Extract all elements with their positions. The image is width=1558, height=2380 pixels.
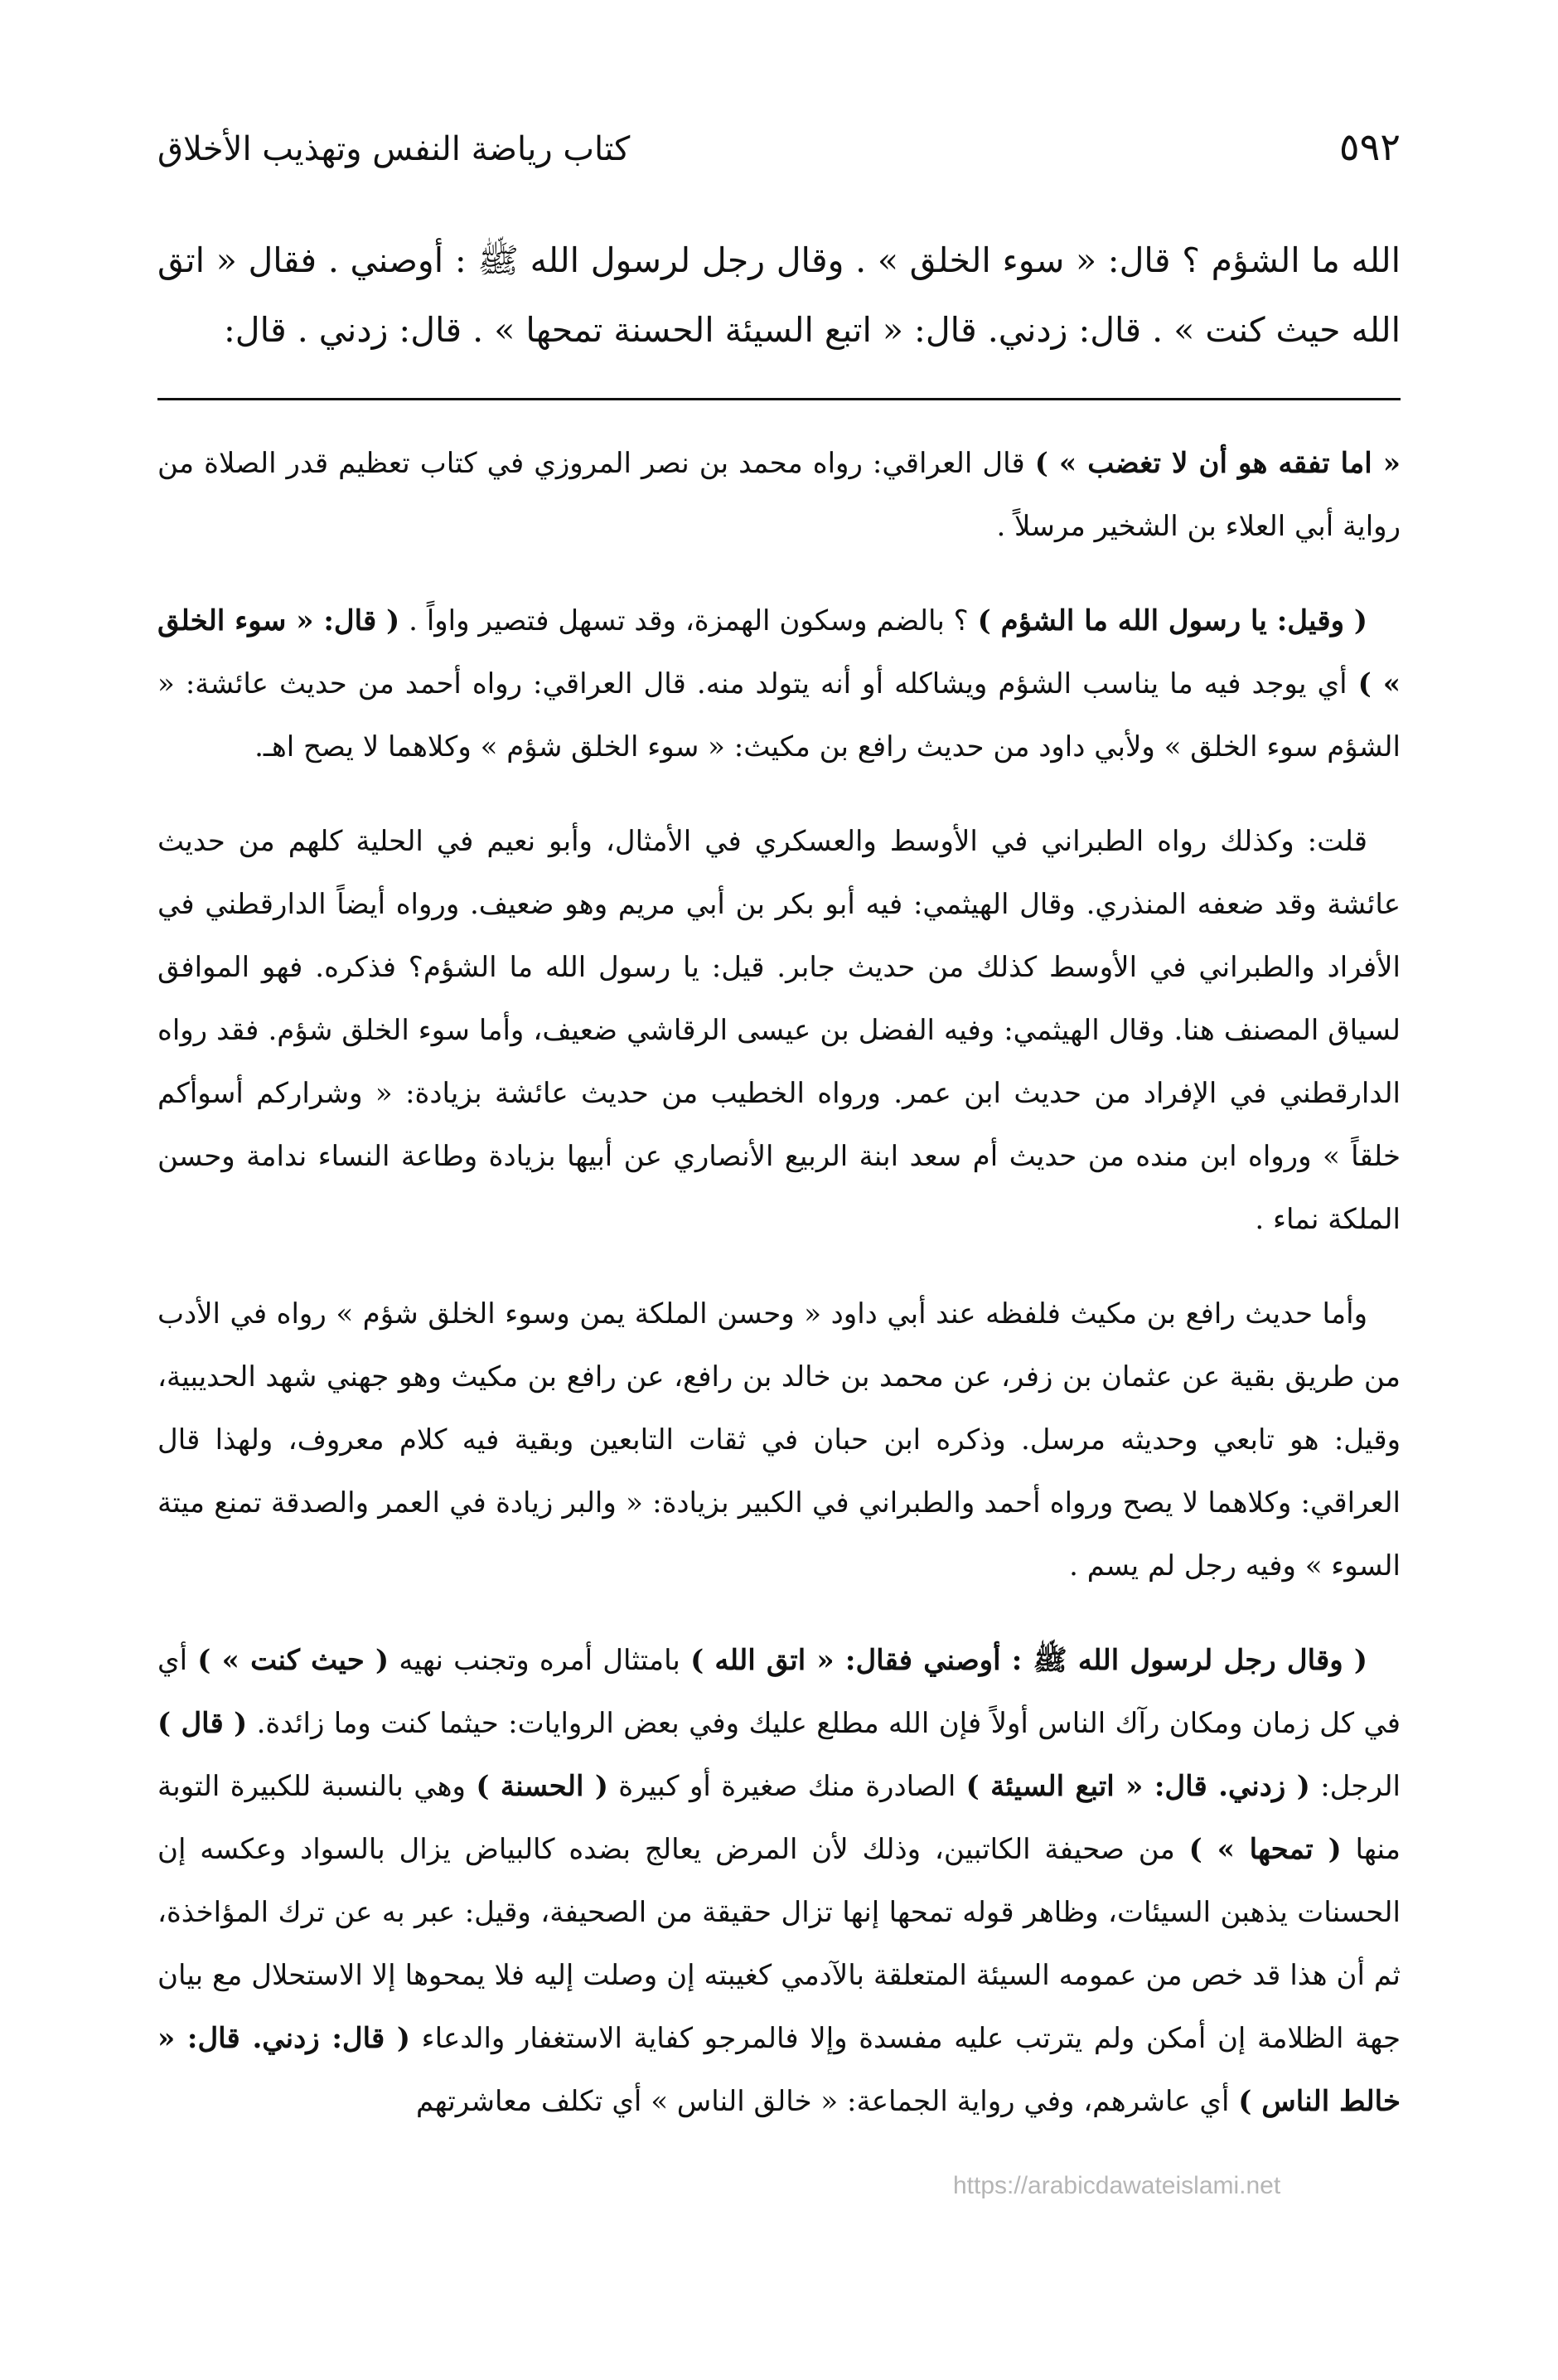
highlighted-phrase: ( زدني. قال: « اتبع السيئة ) <box>965 1770 1310 1803</box>
commentary-paragraph <box>157 1629 1401 2133</box>
watermark: https://arabicdawateislami.net <box>953 2172 1281 2199</box>
main-text: الله ما الشؤم ؟ قال: « سوء الخلق » . وقال رجل لرسول الله ﷺ : أوصني . فقال « اتق الله حيث كنت » . قال: زدني. قال: « اتبع السيئة الحسنة تمحها » . قال: زدني . قال: <box>157 240 1401 350</box>
commentary-paragraph <box>157 432 1401 558</box>
text-run: أي يوجد فيه ما يناسب الشؤم ويشاكله أو أنه يتولد منه. قال العراقي: رواه أحمد من حديث عائشة: « الشؤم سوء الخلق » ولأبي داود من حديث رافع بن مكيث: « سوء الخلق شؤم » وكلاهما لا يصح اهـ. <box>157 667 1401 763</box>
commentary <box>157 432 1401 2133</box>
page-number: ٥٩٢ <box>1338 124 1401 169</box>
commentary-paragraph <box>157 589 1401 778</box>
text-run: قال العراقي: رواه محمد بن نصر المروزي في كتاب تعظيم قدر الصلاة من رواية أبي العلاء بن الشخير مرسلاً . <box>157 447 1401 543</box>
text-run: قلت: وكذلك رواه الطبراني في الأوسط والعسكري في الأمثال، وأبو نعيم في الحلية كلهم من حديث عائشة وقد ضعفه المنذري. وقال الهيثمي: فيه أبو بكر بن أبي مريم وهو ضعيف. ورواه أيضاً الدارقطني في الأفراد والطبراني في الأوسط كذلك من حديث جابر. قيل: يا رسول الله ما الشؤم؟ فذكره. فهو الموافق لسياق المصنف هنا. وقال الهيثمي: وفيه الفضل بن عيسى الرقاشي ضعيف، وأما سوء الخلق شؤم. فقد رواه الدارقطني في الإفراد من حديث ابن عمر. ورواه الخطيب من حديث عائشة بزيادة: « وشراركم أسوأكم خلقاً » ورواه ابن منده من حديث أم سعد ابنة الربيع الأنصاري عن أبيها بزيادة وطاعة النساء ندامة وحسن الملكة نماء . <box>157 825 1401 1236</box>
highlighted-phrase: ( الحسنة ) <box>476 1770 608 1803</box>
highlighted-phrase: ( وقيل: يا رسول الله ما الشؤم ) <box>977 604 1367 637</box>
highlighted-phrase: ( قال ) <box>157 1707 248 1740</box>
text-run: بامتثال أمره وتجنب نهيه <box>389 1644 691 1677</box>
commentary-paragraph <box>157 810 1401 1251</box>
page-body <box>157 124 1401 2314</box>
text-run: وهي بالنسبة للكبيرة التوبة منها <box>157 1770 1401 1866</box>
separator-rule <box>157 398 1401 400</box>
text-run: أي في كل زمان ومكان رآك الناس أولاً فإن الله مطلع عليك وفي بعض الروايات: حيثما كنت وما زائدة. <box>157 1644 1401 1740</box>
text-run: وأما حديث رافع بن مكيث فلفظه عند أبي داود « وحسن الملكة يمن وسوء الخلق شؤم » رواه في الأدب من طريق بقية عن عثمان بن زفر، عن محمد بن خالد بن رافع، عن رافع بن مكيث وهو جهني شهد الحديبية، وقيل: هو تابعي وحديثه مرسل. وذكره ابن حبان في ثقات التابعين وبقية فيه كلام معروف، ولهذا قال العراقي: وكلاهما لا يصح ورواه أحمد والطبراني في الكبير بزيادة: « والبر زيادة في العمر والصدقة تمنع ميتة السوء » وفيه رجل لم يسم . <box>157 1297 1401 1583</box>
text-run: الصادرة منك صغيرة أو كبيرة <box>607 1770 966 1803</box>
text-run: ؟ بالضم وسكون الهمزة، وقد تسهل فتصير واواً . <box>399 604 978 637</box>
highlighted-phrase: ( قال: « سوء الخلق » ) <box>157 604 1401 700</box>
text-run: الرجل: <box>1309 1770 1401 1803</box>
highlighted-phrase: ( وقال رجل لرسول الله ﷺ : أوصني فقال: « اتق الله ) <box>690 1644 1367 1677</box>
highlighted-phrase: ( حيث كنت » ) <box>197 1644 390 1677</box>
highlighted-phrase: ( قال: زدني. قال: « خالط الناس ) <box>157 2022 1401 2118</box>
text-run: من صحيفة الكاتبين، وذلك لأن المرض يعالج بضده كالبياض يزال بالسواد وعكسه إن الحسنات يذهبن السيئات، وظاهر قوله تمحها إنها تزال حقيقة من الصحيفة، وقيل: عبر به عن ترك المؤاخذة، ثم أن هذا قد خص من عمومه السيئة المتعلقة بالآدمي كغيبته إن وصلت إليه فلا يمحوها إلا الاستحلال مع بيان جهة الظلامة إن أمكن ولم يترتب عليه مفسدة وإلا فالمرجو كفاية الاستغفار والدعاء <box>157 1833 1401 2055</box>
commentary-paragraph <box>157 1282 1401 1597</box>
running-header <box>157 124 1401 191</box>
book-title: كتاب رياضة النفس وتهذيب الأخلاق <box>157 130 631 168</box>
text-run: أي عاشرهم، وفي رواية الجماعة: « خالق الناس » أي تكلف معاشرتهم <box>416 2085 1239 2118</box>
highlighted-phrase: « اما تفقه هو أن لا تغضب » ) <box>1034 447 1401 480</box>
highlighted-phrase: ( تمحها » ) <box>1188 1833 1342 1866</box>
